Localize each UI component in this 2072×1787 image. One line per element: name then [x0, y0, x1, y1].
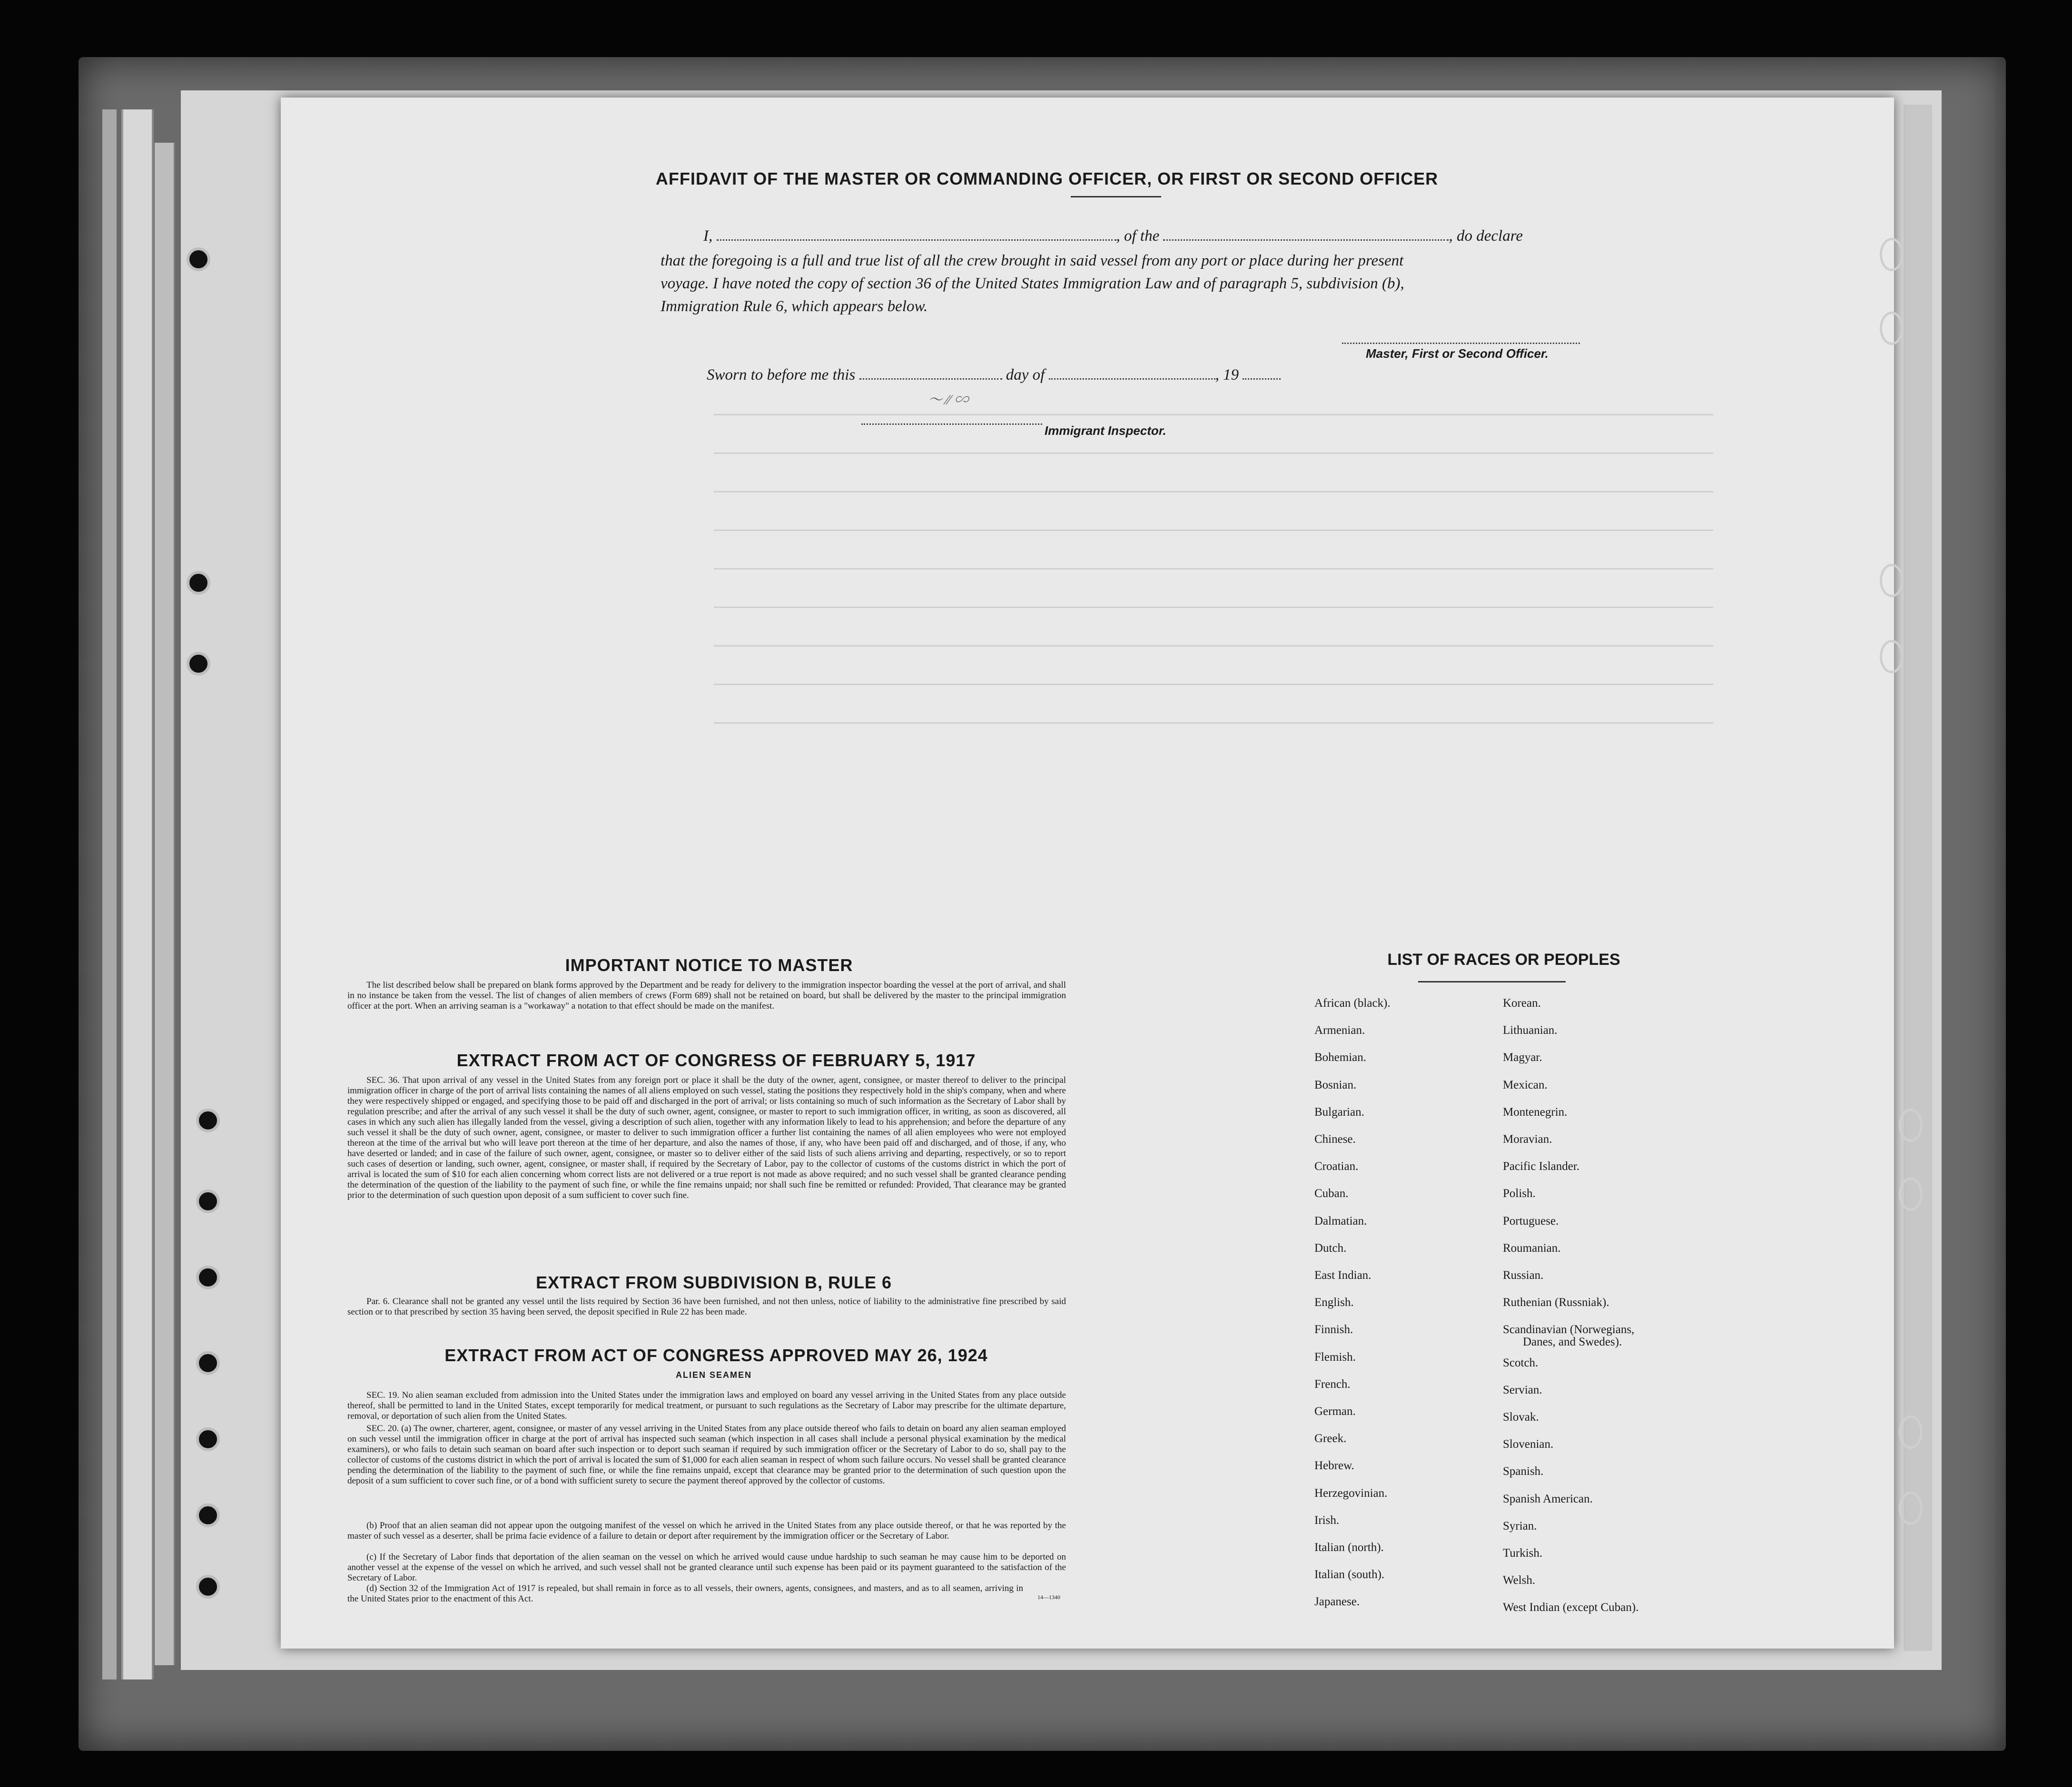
race-item: Roumanian.: [1503, 1241, 1561, 1255]
race-item: Portuguese.: [1503, 1214, 1559, 1227]
notice-title: IMPORTANT NOTICE TO MASTER: [565, 955, 853, 975]
extract-rule6-body: Par. 6. Clearance shall not be granted any vessel until the lists required by Section 36 have been furnished, and not then unless, notice of liability to the administrative fine prescribed by said section or to that prescribed by section 35 having been served, the deposit specified in Rule 22 has been made.: [347, 1296, 1066, 1317]
binder-hole: [196, 1189, 220, 1213]
race-item: Ruthenian (Russniak).: [1503, 1296, 1609, 1309]
race-item: Italian (north).: [1314, 1541, 1384, 1554]
race-item: West Indian (except Cuban).: [1503, 1601, 1639, 1614]
extract-1924-title: EXTRACT FROM ACT OF CONGRESS APPROVED MAY 26, 1924: [444, 1345, 988, 1365]
race-item: Greek.: [1314, 1432, 1347, 1445]
faint-handwriting: 〜 ⁄⁄ ∽: [928, 392, 969, 408]
binder-hole: [196, 1351, 220, 1375]
affidavit-text-line: Immigration Rule 6, which appears below.: [661, 298, 928, 315]
inspector-signature-field[interactable]: [861, 414, 1042, 425]
extract-1924-sec20d: (d) Section 32 of the Immigration Act of 1917 is repealed, but shall remain in force as to all vessels, their owners, agents, consignees, and masters, and as to all seamen, arriving in the United States prior to the enactment of this Act.: [347, 1583, 1023, 1604]
race-item: Servian.: [1503, 1383, 1542, 1396]
binder-hole: [196, 1575, 220, 1599]
race-item: Japanese.: [1314, 1595, 1360, 1609]
race-item: Scandinavian (Norwegians,: [1503, 1323, 1635, 1336]
binder-hole: [196, 1503, 220, 1527]
binder-hole: [187, 652, 210, 676]
race-item: Russian.: [1503, 1269, 1544, 1282]
affidavit-text-line: voyage. I have noted the copy of section 36 of the United States Immigration Law and of paragraph 5, subdivision (b),: [661, 275, 1404, 292]
extract-rule6-title: EXTRACT FROM SUBDIVISION B, RULE 6: [535, 1273, 892, 1292]
binder-hole: [187, 247, 210, 271]
race-item: Italian (south).: [1314, 1568, 1385, 1581]
extract-1917-body: SEC. 36. That upon arrival of any vessel in the United States from any foreign port or place it shall be the duty of the owner, agent, consignee, or master thereof to deliver to the principal immigration officer in charge of the port of arrival lists containing the names of all aliens employed on such vessel, stating the positions they respectively hold in the ship's company, when and where they were respectively shipped or engaged, and specifying those to be paid off and discharged in the port of arrival; or lists containing so much of such information as the Secretary of Labor shall by regulation prescribe; and after the arrival of any such vessel it shall be the duty of such owner, agent, consignee, or master to report to such immigration officer, in writing, as soon as discovered, all cases in which any such alien has illegally landed from the vessel, giving a description of such alien, together with any information likely to lead to his apprehension; and before the departure of any such vessel it shall be the duty of such owner, agent, consignee, or master to deliver to such immigration officer a further list containing the names of all alien employees who were not employed thereon at the time of the arrival but who will leave port thereon at the time of her departure, and also the names of those, if any, who have been paid off and discharged, and of those, if any, who have deserted or landed; and in case of the failure of such owner, agent, consignee, or master so to deliver either of the said lists of such aliens arriving and departing, respectively, or so to report such cases of desertion or landing, such owner, agent, consignee, or master shall, if required by the Secretary of Labor, pay to the collector of customs of the customs district in which the port of arrival is located the sum of $10 for each alien concerning whom correct lists are not delivered or a true report is not made as above required; and no such vessel shall be granted clearance pending the determination of the question of the liability to the payment of such fine, or while the fine remains unpaid; nor shall such fine be remitted or refunded: Provided, That clearance may be granted prior to the determination of such question upon deposit of a sum sufficient to cover such fine.: [347, 1075, 1066, 1200]
affidavit-title: AFFIDAVIT OF THE MASTER OR COMMANDING OFFICER, OR FIRST OR SECOND OFFICER: [655, 169, 1439, 188]
binder-strip-inner: [155, 143, 175, 1665]
affidavit-text-line: that the foregoing is a full and true list of all the crew brought in said vessel from any port or place during her present: [661, 252, 1404, 269]
officer-signature-field[interactable]: [1342, 333, 1580, 344]
declarant-prefix: I,: [703, 227, 713, 245]
race-item: East Indian.: [1314, 1269, 1371, 1282]
race-item: Korean.: [1503, 997, 1541, 1010]
binder-ring: [1899, 1415, 1923, 1449]
sworn-prefix: Sworn to before me this: [707, 366, 856, 383]
race-item: German.: [1314, 1405, 1356, 1418]
binder-hole: [196, 1266, 220, 1289]
sworn-month-field[interactable]: [1049, 369, 1215, 380]
race-item: Mexican.: [1503, 1078, 1548, 1091]
race-item: Croatian.: [1314, 1160, 1359, 1173]
race-item: Moravian.: [1503, 1133, 1552, 1146]
race-item: Spanish American.: [1503, 1492, 1593, 1505]
form-code: 14—1340: [1037, 1594, 1060, 1600]
extract-1924-sec20c: (c) If the Secretary of Labor finds that deportation of the alien seaman on the vessel on which he arrived would cause undue hardship to such seaman he may cause him to be deported on another vessel at the expense of the vessel on which he arrived, and such vessel shall not be granted clearance until such expense has been paid or its payment guaranteed to the satisfaction of the Secretary of Labor.: [347, 1552, 1066, 1583]
race-item: Bosnian.: [1314, 1078, 1357, 1091]
sworn-year-prefix: , 19: [1215, 366, 1239, 383]
race-item: Slovak.: [1503, 1411, 1539, 1424]
race-item: Bulgarian.: [1314, 1105, 1364, 1119]
declare-suffix: , do declare: [1449, 227, 1523, 245]
race-item: Flemish.: [1314, 1350, 1356, 1364]
sworn-dayof: day of: [1006, 366, 1045, 383]
race-item: Dutch.: [1314, 1241, 1347, 1255]
sworn-year-field[interactable]: [1243, 369, 1281, 380]
race-item: Cuban.: [1314, 1187, 1349, 1200]
race-item: English.: [1314, 1296, 1354, 1309]
race-item: French.: [1314, 1377, 1351, 1391]
race-item: Herzegovinian.: [1314, 1486, 1388, 1500]
races-title: LIST OF RACES OR PEOPLES: [1387, 951, 1620, 969]
race-item: Finnish.: [1314, 1323, 1353, 1336]
race-item: Chinese.: [1314, 1133, 1356, 1146]
extract-1924-sec19: SEC. 19. No alien seaman excluded from admission into the United States under the immigration laws and employed on board any vessel arriving in the United States from any place outside thereof, shall be permitted to land in the United States, except temporarily for medical treatment, or pursuant to such regulations as the Secretary of Labor may prescribe for the ultimate departure, removal, or deportation of such alien from the United States.: [347, 1390, 1066, 1421]
binder-ring: [1899, 1492, 1923, 1525]
binder-hole: [196, 1427, 220, 1451]
affidavit-title-rule: [1071, 196, 1161, 197]
race-item: Danes, and Swedes).: [1523, 1335, 1622, 1349]
race-item: Magyar.: [1503, 1051, 1542, 1064]
race-item: Bohemian.: [1314, 1051, 1367, 1064]
binder-ring: [1880, 640, 1904, 673]
affidavit-declaration-line: [703, 227, 1523, 245]
notice-body: The list described below shall be prepared on blank forms approved by the Department and be ready for delivery to the immigration inspector boarding the vessel at the port of arrival, and shall in no instance be taken from the vessel. The list of changes of alien members of crews (Form 689) shall not be retained on board, but shall be delivered by the master to the principal immigration officer at the port. When an arriving seaman is a "workaway" a notation to that effect should be made on the manifest.: [347, 980, 1066, 1011]
race-item: African (black).: [1314, 997, 1391, 1010]
binder-ring: [1880, 564, 1904, 597]
race-item: Turkish.: [1503, 1547, 1543, 1560]
binder-ring: [1880, 238, 1904, 271]
race-item: Pacific Islander.: [1503, 1160, 1580, 1173]
race-item: Dalmatian.: [1314, 1214, 1367, 1227]
binder-hole: [187, 571, 210, 595]
binder-ring: [1899, 1109, 1923, 1142]
extract-1924-subtitle: ALIEN SEAMEN: [675, 1370, 752, 1380]
sworn-date-field[interactable]: [859, 369, 1002, 380]
race-item: Armenian.: [1314, 1024, 1365, 1037]
race-item: Lithuanian.: [1503, 1024, 1558, 1037]
extract-1924-sec20a: SEC. 20. (a) The owner, charterer, agent, consignee, or master of any vessel arriving in the United States from any place outside thereof who fails to detain on board any alien seaman employed on such vessel until the immigration officer in charge at the port of arrival has inspected such seaman (which inspection in all cases shall include a personal physical examination by the medical examiners), or who fails to detain such seaman on board after such inspection or to deport such seaman if required by such immigration officer or the Secretary of Labor to do so, shall pay to the collector of customs of the customs district in which the port of arrival is located the sum of $1,000 for each alien seaman in respect of whom such failure occurs. No vessel shall be granted clearance pending the determination of the liability to the payment of such fine, or while the fine remains unpaid, except that clearance may be granted prior to the determination of such question upon the deposit of a sum sufficient to cover such fine, or of a bond with sufficient surety to secure the payment thereof approved by the collector of customs.: [347, 1424, 1066, 1486]
binder-strip: [121, 109, 154, 1679]
race-item: Welsh.: [1503, 1574, 1536, 1587]
inspector-caption: Immigrant Inspector.: [1045, 423, 1166, 438]
race-item: Syrian.: [1503, 1519, 1537, 1532]
bleed-through-rows: [714, 414, 1713, 747]
race-item: Montenegrin.: [1503, 1105, 1568, 1119]
races-title-rule: [1418, 981, 1566, 982]
declarant-name-field[interactable]: [717, 230, 1116, 241]
sworn-line: [707, 366, 1281, 384]
binder-spine: [102, 109, 117, 1679]
binder-hole: [196, 1109, 220, 1132]
vessel-prefix: , of the: [1116, 227, 1160, 245]
race-item: Slovenian.: [1503, 1438, 1554, 1451]
officer-caption: Master, First or Second Officer.: [1366, 346, 1549, 361]
race-item: Polish.: [1503, 1187, 1536, 1200]
extract-1924-sec20b: (b) Proof that an alien seaman did not appear upon the outgoing manifest of the vessel on which he arrived in the United States from any place outside thereof, or that he was reported by the master of such vessel as a deserter, shall be prima facie evidence of a failure to detain or deport after requirement by the immigration officer or the Secretary of Labor.: [347, 1521, 1066, 1541]
race-item: Spanish.: [1503, 1465, 1544, 1478]
binder-ring: [1880, 312, 1904, 345]
binder-ring: [1899, 1178, 1923, 1211]
race-item: Irish.: [1314, 1513, 1340, 1527]
vessel-name-field[interactable]: [1163, 230, 1449, 241]
race-item: Hebrew.: [1314, 1459, 1354, 1473]
extract-1917-title: EXTRACT FROM ACT OF CONGRESS OF FEBRUARY 5, 1917: [456, 1051, 976, 1070]
race-item: Scotch.: [1503, 1356, 1539, 1369]
